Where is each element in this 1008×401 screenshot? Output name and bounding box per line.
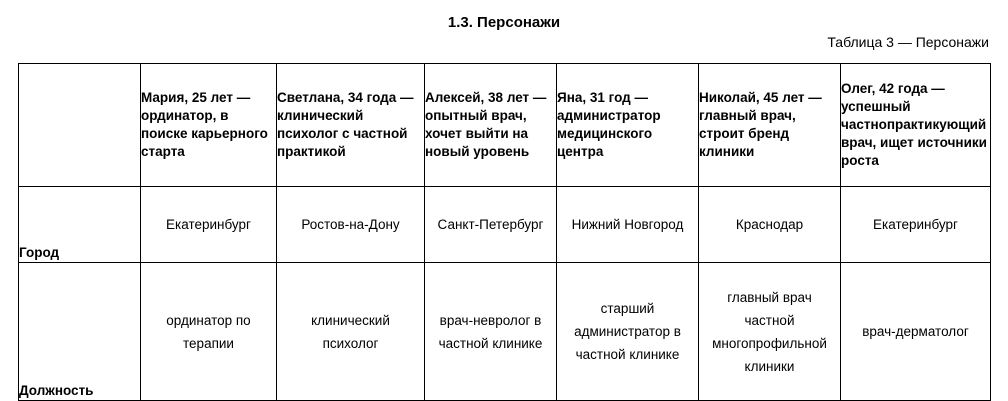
position-cell-maria	[141, 263, 277, 401]
persona-header-yana: Яна, 31 год — администратор медицинского центра	[557, 64, 699, 187]
row-label-position: Должность	[19, 263, 141, 401]
position-text-aleksey: врач-невролог в частной клинике	[438, 312, 543, 351]
position-cell-aleksey	[425, 263, 557, 401]
position-cell-nikolay	[699, 263, 841, 401]
row-label-city: Город	[19, 187, 141, 263]
city-cell-nikolay: Краснодар	[699, 187, 841, 263]
persona-header-svetlana: Светлана, 34 года — клинический психолог с частной практикой	[277, 64, 425, 187]
city-cell-oleg: Екатеринбург	[841, 187, 991, 263]
header-row	[19, 64, 991, 187]
city-cell-aleksey: Санкт-Петербург	[425, 187, 557, 263]
city-row	[19, 187, 991, 263]
table-caption: Таблица 3 — Персонажи	[827, 34, 989, 50]
position-text-svetlana: клинический психолог	[311, 312, 390, 351]
position-text-yana: старший администратор в частной клинике	[574, 301, 681, 362]
position-cell-yana	[557, 263, 699, 401]
persona-header-oleg: Олег, 42 года — успешный частнопрактикующий врач, ищет источники роста	[841, 64, 991, 187]
personas-table	[18, 63, 991, 401]
persona-header-nikolay: Николай, 45 лет — главный врач, строит бренд клиники	[699, 64, 841, 187]
city-cell-yana: Нижний Новгород	[557, 187, 699, 263]
persona-header-aleksey: Алексей, 38 лет — опытный врач, хочет выйти на новый уровень	[425, 64, 557, 187]
position-cell-svetlana	[277, 263, 425, 401]
persona-header-maria: Мария, 25 лет — ординатор, в поиске карьерного старта	[141, 64, 277, 187]
position-text-oleg: врач-дерматолог	[862, 324, 969, 339]
position-row	[19, 263, 991, 401]
section-title: 1.3. Персонажи	[447, 14, 561, 31]
city-cell-maria: Екатеринбург	[141, 187, 277, 263]
city-cell-svetlana: Ростов-на-Дону	[277, 187, 425, 263]
position-text-maria: ординатор по терапии	[166, 312, 251, 351]
position-text-nikolay: главный врач частной многопрофильной клиники	[712, 289, 827, 374]
corner-cell	[19, 64, 141, 187]
position-cell-oleg	[841, 263, 991, 401]
